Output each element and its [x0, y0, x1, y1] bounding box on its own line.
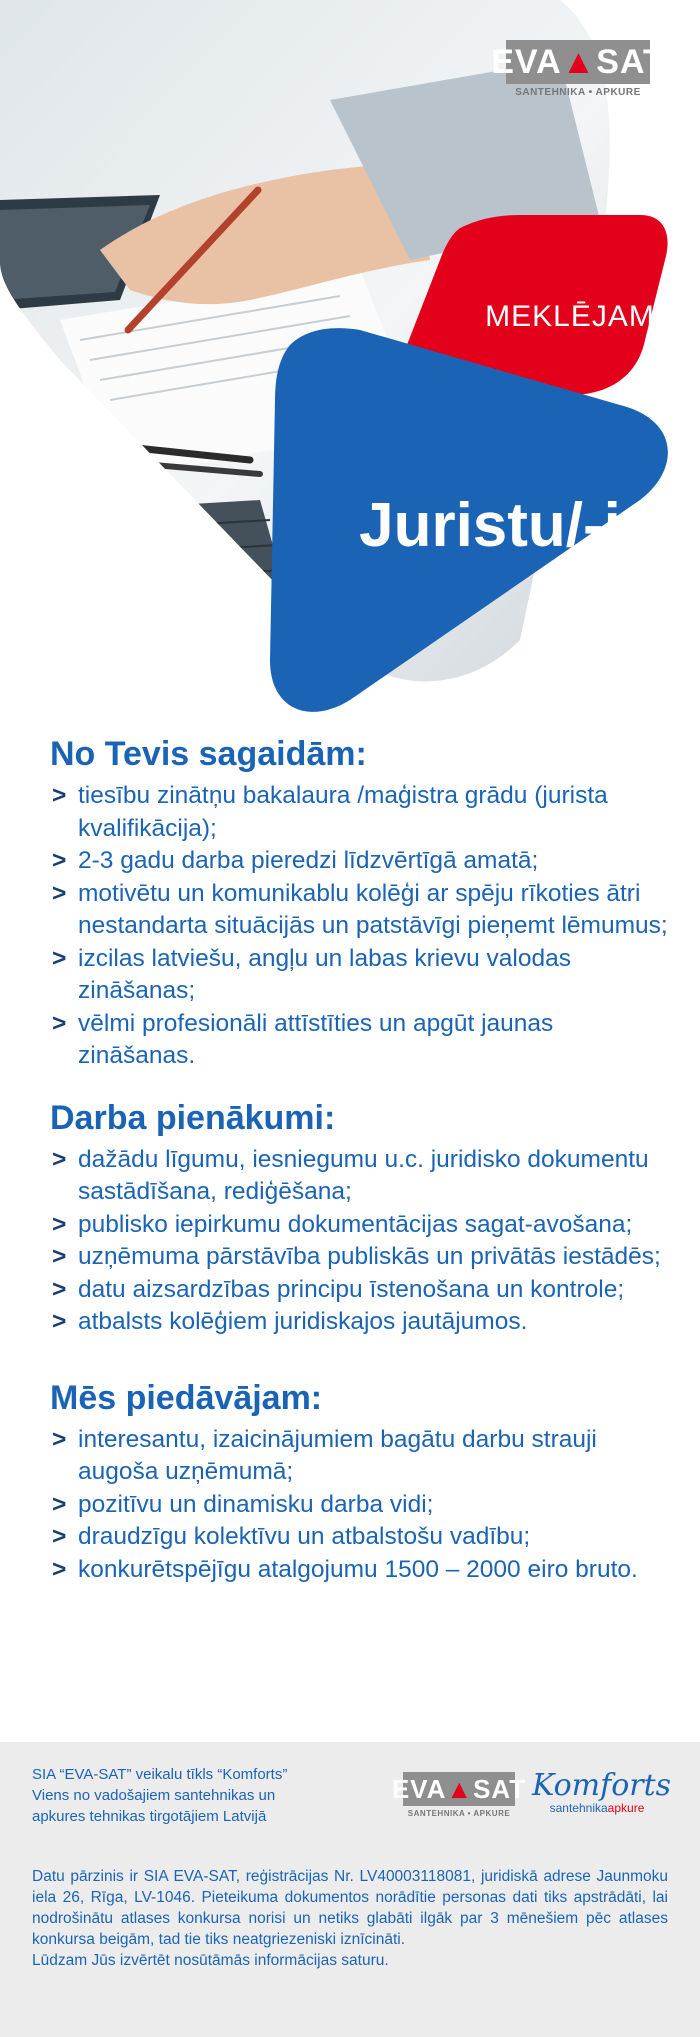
requirements-list	[50, 780, 675, 1073]
list-item	[50, 878, 675, 943]
bullet-icon: >	[52, 1308, 67, 1335]
section-title: Mēs piedāvājam:	[50, 1378, 323, 1417]
list-item-text: 2-3 gadu darba pieredzi līdzvērtīgā amatā;	[78, 847, 539, 874]
komforts-logo	[532, 1768, 672, 1815]
section-offer	[50, 1379, 675, 1587]
evasat-logo: EVA ▲ SAT SANTEHNIKA • APKURE	[506, 40, 650, 98]
bullet-icon: >	[52, 1490, 67, 1518]
company-info	[32, 1764, 392, 1827]
list-item-text: pozitīvu un dinamisku darba vidi;	[78, 1490, 434, 1518]
logo-tagline: SANTEHNIKA • APKURE	[515, 87, 641, 98]
list-item	[50, 1209, 675, 1242]
list-item-text: izcilas latviešu, angļu un labas krievu valodas zināšanas;	[78, 944, 571, 1004]
bullet-icon: >	[52, 1555, 67, 1583]
komforts-tag-plain: santehnika	[549, 1801, 608, 1815]
list-item	[50, 943, 675, 1008]
komforts-name: Komforts	[532, 1768, 672, 1803]
bullet-icon: >	[52, 879, 67, 907]
list-item	[50, 1274, 675, 1307]
list-item	[50, 1424, 675, 1489]
section-duties	[50, 1099, 675, 1339]
logo-name-suffix: SAT	[596, 42, 665, 81]
list-item	[50, 1241, 675, 1274]
list-item-text: interesantu, izaicinājumiem bagātu darbu strauji augoša uzņēmumā;	[78, 1425, 597, 1485]
komforts-tagline	[532, 1801, 662, 1815]
list-item	[50, 1144, 675, 1209]
list-item-text: uzņēmuma pārstāvība publiskās un privātās iestādēs;	[78, 1243, 661, 1270]
bullet-icon: >	[52, 1243, 67, 1270]
logo-name-prefix: EVA	[491, 42, 562, 81]
hero	[0, 0, 700, 720]
disclaimer-note: Lūdzam Jūs izvērtēt nosūtāmās informācijas saturu.	[32, 1952, 389, 1969]
list-item	[50, 1489, 675, 1522]
logo-name-suffix: SAT	[473, 1773, 527, 1804]
evasat-logo-small: EVA ▲ SAT SANTEHNIKA • APKURE	[391, 1773, 527, 1818]
logo-name-prefix: EVA	[391, 1773, 447, 1804]
list-item-text: atbalsts kolēģiem juridiskajos jautājumos.	[78, 1308, 528, 1335]
bullet-icon: >	[52, 847, 67, 874]
komforts-tag-red: apkure	[607, 1801, 645, 1815]
bullet-icon: >	[52, 1425, 67, 1453]
disclaimer-text: Datu pārzinis ir SIA EVA-SAT, reģistrācijas Nr. LV40003118081, juridiskā adrese Jaunmoku iela 26, Rīga, LV-1046. Pieteikuma dokumentos norādītie personas dati tiks apstrādāti, lai nodrošinātu atlases konkursa norisi un netiks glabāti ilgāk par 3 mēnešiem pēc atlases konkursa beigām, tad tie tiks neatgriezeniski iznīcināti.	[32, 1868, 668, 1948]
list-item-text: dažādu līgumu, iesniegumu u.c. juridisko dokumentu sastādīšana, rediģēšana;	[78, 1145, 649, 1205]
list-item-text: vēlmi profesionāli attīstīties un apgūt jaunas zināšanas.	[78, 1009, 554, 1069]
list-item	[50, 845, 675, 878]
offer-list	[50, 1424, 675, 1587]
company-line: Viens no vadošajiem santehnikas un	[32, 1787, 276, 1804]
list-item-text: tiesību zinātņu bakalaura /maģistra grādu (jurista kvalifikācija);	[78, 782, 608, 842]
bullet-icon: >	[52, 782, 67, 809]
bullet-icon: >	[52, 1275, 67, 1303]
section-title: No Tevis sagaidām:	[50, 735, 367, 773]
badge-job-title: Juristu/-i	[359, 491, 621, 560]
bullet-icon: >	[52, 1009, 67, 1037]
list-item	[50, 1554, 675, 1587]
section-title: Darba pienākumi:	[50, 1098, 336, 1137]
list-item-text: konkurētspējīgu atalgojumu 1500 – 2000 eiro bruto.	[78, 1555, 638, 1583]
footer	[0, 1742, 700, 2037]
company-line: SIA “EVA-SAT” veikalu tīkls “Komforts”	[32, 1766, 288, 1783]
bullet-icon: >	[52, 1145, 67, 1173]
privacy-disclaimer	[32, 1866, 668, 1971]
list-item	[50, 1521, 675, 1554]
list-item-text: motivētu un komunikablu kolēģi ar spēju rīkoties ātri nestandarta situācijās un patstāvīgi pieņemt lēmumus;	[78, 879, 668, 939]
bullet-icon: >	[52, 1523, 67, 1550]
job-details	[50, 735, 675, 1612]
list-item	[50, 780, 675, 845]
bullet-icon: >	[52, 1210, 67, 1238]
logo-tagline: SANTEHNIKA • APKURE	[407, 1809, 511, 1818]
hero-graphic	[0, 0, 700, 720]
list-item	[50, 1306, 675, 1339]
list-item-text: datu aizsardzības principu īstenošana un kontrole;	[78, 1275, 625, 1303]
company-line: apkures tehnikas tirgotājiem Latvijā	[32, 1808, 267, 1825]
list-item-text: draudzīgu kolektīvu un atbalstošu vadību;	[78, 1523, 531, 1550]
list-item	[50, 1008, 675, 1073]
list-item-text: publisko iepirkumu dokumentācijas sagat-avošana;	[78, 1210, 633, 1238]
badge-meklejam: MEKLĒJAM	[485, 300, 655, 333]
bullet-icon: >	[52, 944, 67, 972]
duties-list	[50, 1144, 675, 1339]
section-requirements	[50, 735, 675, 1073]
